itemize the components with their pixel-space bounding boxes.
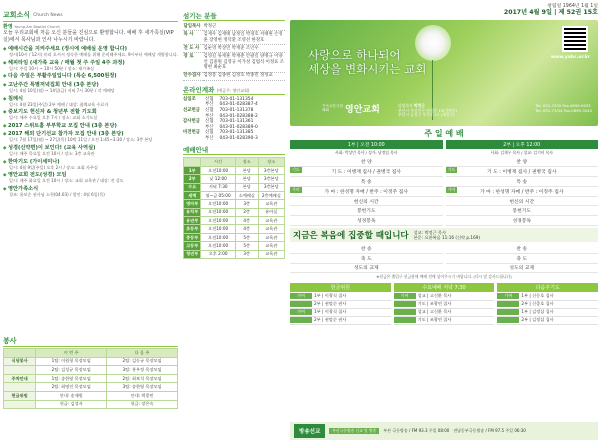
duty-label: 가여	[497, 293, 519, 299]
duty-col-3	[497, 283, 598, 325]
news-subtitle: Church News	[33, 12, 63, 18]
order-item: 찬 양	[446, 158, 599, 168]
weekly-cell: 4층	[235, 225, 258, 233]
list-item	[290, 309, 391, 317]
serve-this: 1팀: 송한영 목장모임	[36, 374, 107, 383]
weekly-title: 예배안내	[183, 145, 285, 155]
acct-bank: 신협	[205, 119, 214, 125]
serve-next: 헌금: 장은숙	[107, 400, 178, 409]
news-item-head: ◆ 중보기도 헌신자 & 청년부 전할 기도회	[3, 108, 178, 115]
serve-this: 헌금: 김성자	[36, 400, 107, 409]
list-item	[394, 301, 495, 309]
serve-next: 안내: 박종민	[107, 391, 178, 400]
serve-this: 2팀: 김성규 목장모임	[36, 366, 107, 375]
church-logo: 영안교회	[345, 105, 380, 115]
duty-col-2	[394, 283, 495, 325]
news-item	[3, 130, 178, 142]
order-label: 가마	[447, 186, 456, 192]
order-text: 기 도 : 이병재 집사 / 권병국 집사	[331, 170, 401, 176]
acct-number: 703-01-131354	[219, 96, 254, 102]
acct-number: 703-01-131385	[219, 130, 254, 136]
news-item-head: ◆ 2017 해외 단기선교 참가자 모집 안내 (3층 본당)	[3, 130, 178, 137]
accounts-title-text: 온라인계좌	[183, 85, 215, 94]
acct-number: 703-01-131378	[219, 107, 254, 113]
news-item	[3, 72, 178, 79]
acct-number: 703-01-131361	[219, 119, 254, 125]
serve-role	[4, 366, 36, 375]
duty-head	[394, 283, 495, 292]
weekly-cell: 유아실	[258, 208, 284, 216]
weekly-head-cell: 장소	[258, 158, 284, 166]
staff-role: 안수집사	[183, 73, 201, 79]
radio-badge: 부산극동방송 신교 및 방송	[329, 428, 379, 434]
order-item: 성경봉독	[446, 216, 599, 226]
acct-bank: 신협	[205, 130, 214, 136]
duty-text: 기도 | 조광연 집사	[417, 301, 452, 307]
news-column	[3, 10, 178, 438]
founded-date: 창립일 1964년 1월 1일	[547, 4, 598, 9]
weekly-cell: 4층	[235, 217, 258, 225]
service-1-head: 1부 | 오전 10:00	[290, 140, 443, 149]
duty-head: 다음주기도	[497, 283, 598, 292]
order-label: 가마	[292, 186, 300, 192]
serve-next: 3팀: 송한영 목장모임	[107, 383, 178, 392]
news-item	[3, 171, 178, 183]
tel-2: Tel. 051-73/34 Fax.0899-3045	[535, 107, 592, 113]
duty-label	[394, 309, 416, 315]
service-2-sub: 사회: 김재우 목사 / 설교: 김기비 목사	[490, 150, 553, 155]
welcome-body: 오늘 우리교회에 처음 오신 분들을 진심으로 환영합니다. 예배 후 새가족실(VIP실)에서 목사님과 인사 나누시기 바랍니다.	[3, 30, 174, 43]
weekly-cell: 2층예배실	[258, 191, 284, 199]
weekly-cell: 2층	[235, 208, 258, 216]
news-item	[3, 95, 178, 107]
duty-text: 설교 | 고신환 목사	[417, 292, 452, 298]
duty-label	[394, 301, 416, 307]
acct-bank: 부산	[205, 102, 214, 108]
acct-type: 감사헌금	[183, 119, 200, 125]
order-item	[290, 167, 443, 177]
news-item-sub: 일시: 4월 23일(주일) 2부 예배 / 대상: 침례교육 수료자	[9, 101, 109, 107]
acct-number: 043-01-028390-3	[219, 135, 258, 141]
issue-info	[290, 0, 598, 20]
after-sermon-1	[290, 244, 443, 273]
weekly-cell: 교육관	[258, 217, 284, 225]
serve-section	[3, 336, 178, 409]
slogan-line-1: 사랑으로 하나되어	[308, 48, 401, 62]
order-text: 가 마 : 한성명 자매 / 반주 : 이정주 집사	[324, 189, 408, 195]
duty-label	[497, 301, 519, 307]
weekly-cell: 본당	[235, 183, 258, 191]
worship-column	[290, 0, 598, 440]
order-item: 찬 송	[290, 244, 443, 254]
order-text: 기 도 : 이병재 집사 / 권병국 집사	[486, 170, 557, 176]
news-item-head: ◆ 침례식	[3, 95, 178, 102]
table-row	[4, 391, 178, 400]
weekly-header-row	[184, 158, 285, 166]
acct-bank: 신협	[205, 107, 214, 113]
news-item-head: ◆ 영안가족소식	[3, 185, 178, 192]
weekly-cell: 월~금 05:00	[201, 191, 235, 199]
sermon-info	[414, 230, 480, 240]
table-row	[4, 383, 178, 392]
order-item: 축 도	[446, 254, 599, 264]
weekly-cell: 청년부	[184, 250, 201, 258]
weekly-cell: 교육관	[258, 233, 284, 241]
sermon-pastor: 설교: 박정근 목사	[413, 229, 447, 235]
address-2: 부산시 금정구 부곡동 17 (새창구)	[398, 112, 455, 117]
news-item-head: ◆ 고난주간 특별저녁집회 안내 (3층 본당)	[3, 81, 178, 88]
weekly-cell: 3층	[235, 200, 258, 208]
accounts-table	[183, 97, 285, 142]
acct-bank: 부산	[205, 113, 214, 119]
acct-type	[183, 136, 205, 142]
weekly-head-cell	[184, 158, 201, 166]
table-row	[4, 400, 178, 409]
news-item	[3, 108, 178, 120]
duty-col-1	[290, 283, 391, 325]
table-row	[4, 357, 178, 366]
weekly-cell: 3층본당	[258, 183, 284, 191]
acct-number: 043-01-028388-2	[219, 113, 258, 119]
list-item	[497, 292, 598, 300]
staff-names: 김순영 박상민 박재준 조인우	[203, 45, 259, 51]
news-item	[3, 158, 178, 170]
sermon-text: 본문: 요한복음 11:16 (신약 p.169)	[413, 234, 481, 240]
list-item	[394, 292, 495, 300]
table-row	[184, 200, 285, 208]
serve-role	[4, 383, 36, 392]
duty-label	[290, 317, 312, 323]
list-item	[394, 309, 495, 317]
weekly-cell: 새벽	[184, 191, 201, 199]
list-item	[497, 301, 598, 309]
news-list	[3, 45, 178, 197]
weekly-cell: 초등부	[184, 225, 201, 233]
weekly-cell: 교육관	[258, 242, 284, 250]
welcome-title: 환영	[3, 24, 13, 30]
weekly-cell: 오전10:00	[201, 242, 235, 250]
order-item: 특 송	[290, 177, 443, 187]
news-item-head: ◆ 한마기도 (가이세미나)	[3, 158, 178, 165]
acct-type: 십일조	[183, 96, 196, 102]
weekly-cell: 교육관	[258, 225, 284, 233]
table-row	[184, 250, 285, 258]
table-row	[184, 217, 285, 225]
news-item-sub: 일시: 매주 목요일 오전 10시 / 장소: 3층 교육관	[9, 150, 95, 156]
weekly-cell: 오후 2:00	[201, 250, 235, 258]
table-row	[184, 225, 285, 233]
serve-this: 안내: 송재원	[36, 391, 107, 400]
slogan-line-2: 세상을 변화시키는 교회	[308, 62, 427, 76]
weekly-cell: 오전10:00	[201, 166, 235, 174]
news-item-sub: 일시: 매주 화요일 오전 10시 / 장소: 교회 교육관 / 대상: 전 성도	[9, 178, 124, 184]
weekly-head-cell: 장소	[235, 158, 258, 166]
list-item	[497, 309, 598, 317]
list-item	[290, 292, 391, 300]
radio-channel-2: 전남동부극동방송 / FM 97.5 주일 06:30	[453, 428, 526, 433]
banner	[290, 20, 598, 126]
serve-header-row	[4, 349, 178, 358]
service-1-sub: 사회: 박상민 목사 / 성가: 남정임 목사	[335, 150, 398, 155]
staff-names: 김재우 김재태 남정일 박경호 서태원 손영훈 장영현 정덕환 조영선 한정호	[203, 31, 283, 43]
weekly-cell: 소예배실	[235, 191, 258, 199]
order-item: 성도의 교제	[290, 264, 443, 274]
weekly-head-cell: 시간	[201, 158, 235, 166]
welcome-en: Young-Am Baptist Church	[14, 25, 60, 29]
radio-channel-1: 부산 극동방송 / FM 93.3 주일 08:00	[383, 428, 450, 433]
sermon-block	[290, 228, 598, 242]
news-item-sub: 정시(10시 / 12시) 미리 오셔서 정숙한 예배를 위해 준비해주세요. 9시부터 예배당 개방합니다.	[9, 52, 178, 58]
weekly-cell: 교육관	[258, 200, 284, 208]
table-row	[184, 191, 285, 199]
duty-text: 1부 | 이광식 집사	[314, 292, 347, 298]
duty-text: 1부 | 신동호 집사	[521, 292, 554, 298]
duty-head-text: 수요예배	[422, 285, 442, 292]
news-item	[3, 144, 178, 156]
table-row	[184, 233, 285, 241]
weekly-table	[183, 157, 285, 259]
duty-head: 헌금위원	[290, 283, 391, 292]
table-row	[183, 72, 285, 80]
table-row	[183, 31, 285, 45]
church-url: www.yabc.or.kr	[550, 55, 590, 60]
order-item: 특 송	[446, 177, 599, 187]
table-row	[183, 23, 285, 31]
weekly-cell: 오전10:00	[201, 225, 235, 233]
acct-bank: 부산	[205, 135, 214, 141]
weekly-cell: 1부	[184, 166, 201, 174]
duty-text: 설교 | 고신환 목사	[417, 309, 452, 315]
weekly-cell: 5층	[235, 242, 258, 250]
staff-title: 섬기는 분들	[183, 11, 285, 21]
radio-label: 방송선교	[294, 424, 325, 438]
table-row	[4, 366, 178, 375]
news-item-sub: 일시: 7월 17일(월) ~ 27일(목) 10박 11일 / 오전 1:45~3:30 / 장소: 3층 본당	[9, 137, 153, 143]
acct-bank: 부산	[205, 124, 214, 130]
duty-label	[394, 317, 416, 323]
weekly-cell: 고등부	[184, 242, 201, 250]
duty-text: 기도 | 조광연 집사	[417, 317, 452, 323]
weekly-cell: 3층	[235, 250, 258, 258]
weekly-cell: 오전10:00	[201, 200, 235, 208]
serve-role	[4, 400, 36, 409]
order-text: 가 마 : 한성명 자매 / 반주 : 이정주 집사	[480, 189, 564, 195]
serve-this: 1팀: 이원형 목장모임	[36, 357, 107, 366]
order-label: 기도	[292, 167, 300, 173]
staff-role: 전 도 사	[183, 45, 200, 51]
slogan	[308, 48, 426, 76]
news-item	[3, 122, 178, 129]
weekly-cell: 3층본당	[258, 166, 284, 174]
order-item: 봉헌기도	[290, 206, 443, 216]
weekly-cell: 오전10:00	[201, 208, 235, 216]
list-item	[394, 317, 495, 325]
welcome-block	[3, 24, 178, 43]
pastor-label: 담임목사	[398, 103, 413, 108]
weekly-cell: 3층본당	[258, 175, 284, 183]
order-item: 헌신의 시간	[446, 197, 599, 207]
duty-text: 2부 | 권말순 권사	[314, 301, 347, 307]
table-row	[183, 53, 285, 72]
news-item-sub: 일시: 4월 10일(월) ~ 14일(금) 저녁 7시 30분 / 각 예배당	[9, 88, 115, 93]
service-2-head: 2부 | 오후 12:00	[446, 140, 599, 149]
service-columns	[290, 140, 598, 226]
duty-label	[290, 301, 312, 307]
table-row	[4, 374, 178, 383]
serve-table	[3, 348, 178, 409]
table-row	[184, 175, 285, 183]
weekly-cell: 낮 12:00	[201, 175, 235, 183]
order-item: 헌신의 시간	[290, 197, 443, 207]
service-1	[290, 140, 443, 226]
weekly-cell: 유치부	[184, 208, 201, 216]
order-item: 찬 양	[290, 158, 443, 168]
qr-code-icon	[562, 26, 588, 52]
serve-this: 2팀: 최명진 목장모임	[36, 383, 107, 392]
list-item	[497, 317, 598, 325]
weekly-cell: 오전10:00	[201, 233, 235, 241]
weekly-cell: 중등부	[184, 233, 201, 241]
news-item-sub: 일시: 4월 9일(주일) 오후 2시 / 장소: 교회 자주실	[9, 164, 98, 170]
serve-corner	[4, 349, 36, 358]
news-item	[3, 45, 178, 57]
table-row	[184, 166, 285, 174]
weekly-cell: 교육관	[258, 250, 284, 258]
weekly-cell: 2부	[184, 175, 201, 183]
staff-role: 담임목사	[183, 23, 201, 29]
duty-text: 2부 | 권말순 권사	[314, 317, 347, 323]
news-item-head: ◆ 예배시간을 지켜주세요 (정시에 예배실 운영 합니다)	[3, 45, 178, 52]
serve-role: 주차안내	[4, 374, 36, 383]
staff-role: 목 사	[183, 31, 194, 37]
news-item	[3, 81, 178, 93]
duty-text: 2부 | 김정삼 집사	[521, 317, 554, 323]
duty-text: 2부 | 신종호 집사	[521, 301, 554, 307]
acct-bank: 신협	[205, 96, 214, 102]
order-item: 축 도	[290, 254, 443, 264]
order-item: 성경봉독	[290, 216, 443, 226]
duty-label	[497, 309, 519, 315]
duty-text: 1부 | 김정삼 집사	[521, 309, 554, 315]
serve-col-next: 다 음 주	[107, 349, 178, 358]
duty-label: 가여	[394, 293, 416, 299]
list-item	[290, 317, 391, 325]
table-row	[183, 136, 285, 142]
serve-col-this: 이 번 주	[36, 349, 107, 358]
address-1: 부산시 부산진구 연지동 13(가야동)	[398, 107, 458, 113]
duty-label: 가여	[290, 293, 312, 299]
order-label: 기도	[447, 167, 456, 173]
weekly-cell: 5층	[235, 233, 258, 241]
after-sermon-columns	[290, 244, 598, 273]
table-row	[184, 208, 285, 216]
worship-title: 주 일 예 배	[424, 129, 464, 138]
news-item	[3, 59, 178, 71]
weekly-cell: 유년부	[184, 217, 201, 225]
table-row	[183, 44, 285, 52]
acct-number: 043-01-028389-0	[219, 124, 258, 130]
sermon-title: 지금은 복음에 집중할 때입니다	[293, 230, 409, 241]
radio-bar	[290, 422, 598, 440]
news-item-head: ◆ 성경(신약편)이 보인다! (교육 사역실)	[3, 144, 178, 151]
order-item	[446, 187, 599, 197]
order-item	[446, 167, 599, 177]
service-2	[446, 140, 599, 226]
serve-next: 2팀: 김동규 목장모임	[107, 357, 178, 366]
pastor-name: 박정근	[413, 103, 425, 108]
serve-role: 식당봉사	[4, 357, 36, 366]
pastor-info	[398, 104, 457, 118]
phone-info	[535, 104, 592, 113]
news-item-sub: 경조: 윤보순 권사님 소천(04.03) / 발인: 4월 6일(목)	[9, 191, 105, 197]
logo-subtitle: 기독교한국침례회	[322, 104, 343, 113]
accounts-note: (예금주: 영안교회)	[216, 87, 250, 93]
weekly-cell: 저녁 7:30	[201, 183, 235, 191]
news-item-head: ◆ 영안교회 전도(성경) 모임	[3, 171, 178, 178]
staff-column	[183, 10, 285, 438]
duty-label: 가여	[290, 309, 312, 315]
order-item: 찬 송	[446, 244, 599, 254]
news-item-head: ◆ 2017 스위트홈 부부학교 모집 안내 (3층 본당)	[3, 122, 178, 129]
weekly-cell: 본당	[235, 166, 258, 174]
weekly-cell: 본당	[235, 175, 258, 183]
staff-names: 김영길 류재훈 박재춘 안광길 양명규 이양언 김중원 김영규 이가성 김범석 이정표 조명현 최순호	[203, 53, 284, 71]
table-row	[184, 183, 285, 191]
acct-type: 비전헌금	[183, 130, 200, 136]
news-item-sub: 일시: 매주 수요일 오후 7시 / 장소: 교회 소기도실	[9, 115, 98, 121]
acct-number: 043-01-028387-4	[219, 102, 258, 108]
duty-label	[497, 317, 519, 323]
staff-names: 김정봉 김종현 김정호 박종민 정성교	[203, 73, 273, 79]
issue-date: 2017년 4월 9일 | 제 52권 15호	[503, 9, 598, 16]
news-item-sub: 일시: 주일 10시 ~ 10시 50분 / 장소: 새가족실	[9, 65, 95, 71]
order-item: 성도의 교제	[446, 264, 599, 274]
weekly-cell: 영아부	[184, 200, 201, 208]
offering-note: ※헌금은 출입구 헌금함에 예배 전에 넣어주시기 바랍니다. (다시 말 감사드립니다)	[376, 274, 512, 280]
duty-head-time: 저녁 7:30	[443, 285, 466, 292]
acct-type: 선교헌금	[183, 107, 200, 113]
staff-table	[183, 23, 285, 81]
tel-1: Tel. 051-7035 Fax.0899-9025	[535, 103, 591, 108]
weekly-cell: 오전10:00	[201, 217, 235, 225]
serve-next: 3팀: 홍우정 목장모임	[107, 366, 178, 375]
staff-role: 장 로	[183, 53, 194, 59]
order-item	[290, 187, 443, 197]
staff-names: 박정근	[203, 23, 217, 29]
duty-text: 1부 | 이광식 집사	[314, 309, 347, 315]
news-title: 교회소식	[3, 11, 31, 19]
news-item-head: ◆ 헤피타임 (새가족 교육 / 매월 첫 주 주일 4주 과정)	[3, 59, 178, 66]
serve-title: 봉사	[3, 336, 178, 347]
news-header	[3, 10, 178, 22]
news-item	[3, 185, 178, 197]
serve-role: 헌금위원	[4, 391, 36, 400]
after-sermon-2	[446, 244, 599, 273]
list-item	[290, 301, 391, 309]
accounts-title	[183, 85, 285, 95]
serve-next: 2팀: 최보석 목장모임	[107, 374, 178, 383]
news-item-head: ◆ 다음 주일은 부활주일입니다 (특순 6,500원정)	[3, 72, 178, 79]
weekly-cell: 수요	[184, 183, 201, 191]
duty-columns	[290, 283, 598, 325]
table-row	[184, 242, 285, 250]
order-item: 봉헌기도	[446, 206, 599, 216]
